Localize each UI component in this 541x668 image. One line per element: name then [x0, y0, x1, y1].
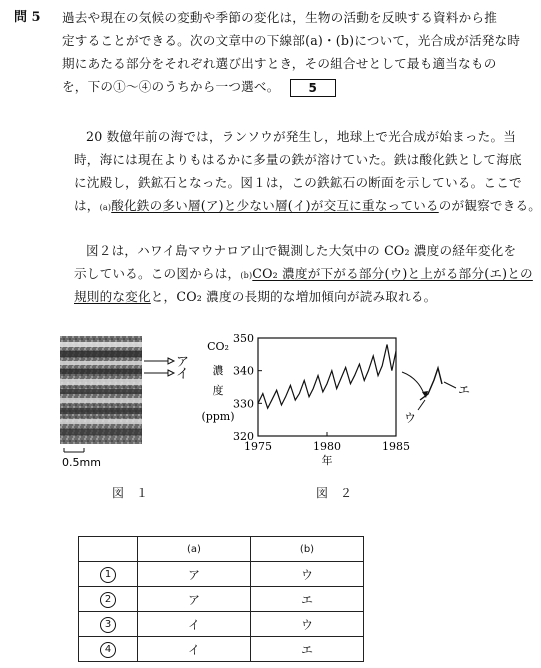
underlined-passage-b-cont: 規則的な変化: [74, 289, 151, 304]
question-line-4: [62, 76, 336, 97]
scale-label: 0.5mm: [62, 456, 101, 469]
choices-table: [78, 536, 364, 662]
passage-p2-line-1: 図２は，ハワイ島マウナロア山で観測した大気中の CO₂ 濃度の経年変化を: [86, 243, 517, 258]
p2-suffix: と，CO₂ 濃度の長期的な増加傾向が読み取れる。: [150, 289, 437, 304]
underlined-passage-b: CO₂ 濃度が下がる部分(ウ)と上がる部分(エ)との: [252, 266, 533, 281]
leader-e: [444, 382, 456, 388]
choice-row-3[interactable]: [79, 612, 364, 637]
y-axis-label-line: 度: [212, 384, 224, 397]
answer-box[interactable]: 5: [290, 79, 336, 97]
p1-suffix: のが観察できる。: [438, 198, 541, 213]
label-u: ウ: [404, 411, 417, 425]
choice-number: 4: [100, 642, 116, 658]
choice-row-2[interactable]: [79, 587, 364, 612]
choice-number: 3: [100, 617, 116, 633]
header-blank: [79, 537, 138, 562]
x-tick-label: 1985: [382, 440, 410, 453]
choice-b: ウ: [251, 562, 364, 587]
choice-number: 1: [100, 567, 116, 583]
y-tick-label: 320: [233, 430, 254, 443]
inset-detail: [402, 368, 470, 425]
figure-2-caption: 図 ２: [316, 486, 353, 500]
leader-u: [418, 400, 425, 410]
p1-prefix: は，: [74, 198, 100, 213]
underline-mark-b: (b): [240, 271, 253, 280]
p2-prefix: 示している。この図からは，: [74, 266, 241, 281]
question-line-2: 定することができる。次の文章中の下線部(a)・(b)について，光合成が活発な時: [62, 33, 521, 48]
co2-chart: [196, 328, 486, 476]
underline-mark-a: (a): [99, 203, 112, 212]
x-tick-label: 1975: [244, 440, 272, 453]
chart-axes: [258, 338, 396, 436]
choice-a: イ: [138, 637, 251, 662]
y-tick-label: 350: [233, 332, 254, 345]
inset-curve: [420, 368, 442, 400]
choice-row-1[interactable]: [79, 562, 364, 587]
question-line-4-text: を，下の①～④のうちから一つ選べ。: [62, 79, 280, 94]
question-number: 問 5: [14, 10, 41, 25]
choice-a: イ: [138, 612, 251, 637]
question-line-3: 期にあたる部分をそれぞれ選び出すとき，その組合せとして最も適当なもの: [62, 56, 497, 71]
choice-a: ア: [138, 587, 251, 612]
x-axis-label: 年: [321, 454, 333, 467]
label-e: エ: [458, 383, 471, 397]
choice-b: エ: [251, 587, 364, 612]
header-b: (b): [251, 537, 364, 562]
co2-series-line: [258, 345, 396, 409]
label-i: イ: [176, 367, 190, 382]
y-axis-label-line: CO₂: [207, 340, 229, 353]
choice-a: ア: [138, 562, 251, 587]
choice-b: ウ: [251, 612, 364, 637]
inset-arrow-from-chart: [402, 372, 424, 394]
chart-series: [258, 345, 396, 409]
choice-b: エ: [251, 637, 364, 662]
passage-p1-line-3: に沈殿し，鉄鉱石となった。図１は，この鉄鉱石の断面を示している。ここで: [74, 175, 522, 190]
header-a: (a): [138, 537, 251, 562]
y-tick-label: 340: [233, 364, 254, 378]
figure-2: [196, 328, 486, 480]
figure-1-caption: 図 １: [112, 486, 149, 500]
passage-p1-line-2: 時，海には現在よりもはるかに多量の鉄が溶けていた。鉄は酸化鉄として海底: [74, 152, 522, 167]
y-tick-label: 330: [233, 397, 254, 411]
y-axis-label: [201, 340, 234, 423]
y-axis-label-line: 濃: [212, 364, 224, 377]
passage-p2-line-3: [74, 286, 436, 305]
underlined-passage-a: 酸化鉄の多い層(ア)と少ない層(イ)が交互に重なっている: [111, 198, 439, 213]
question-line-1: 過去や現在の気候の変動や季節の変化は，生物の活動を反映する資料から推: [62, 10, 497, 25]
passage-p1-line-1: 20 数億年前の海では，ランソウが発生し，地球上で光合成が始まった。当: [86, 129, 517, 144]
y-axis-label-line: (ppm): [201, 410, 235, 423]
choice-row-4[interactable]: [79, 637, 364, 662]
choice-number: 2: [100, 592, 116, 608]
choices-header-row: [79, 537, 364, 562]
passage-p1-line-4: [74, 195, 541, 214]
label-a: ア: [176, 355, 190, 370]
passage-p2-line-2: [74, 263, 533, 282]
plot-frame: [258, 338, 396, 436]
x-tick-label: 1980: [313, 440, 341, 453]
